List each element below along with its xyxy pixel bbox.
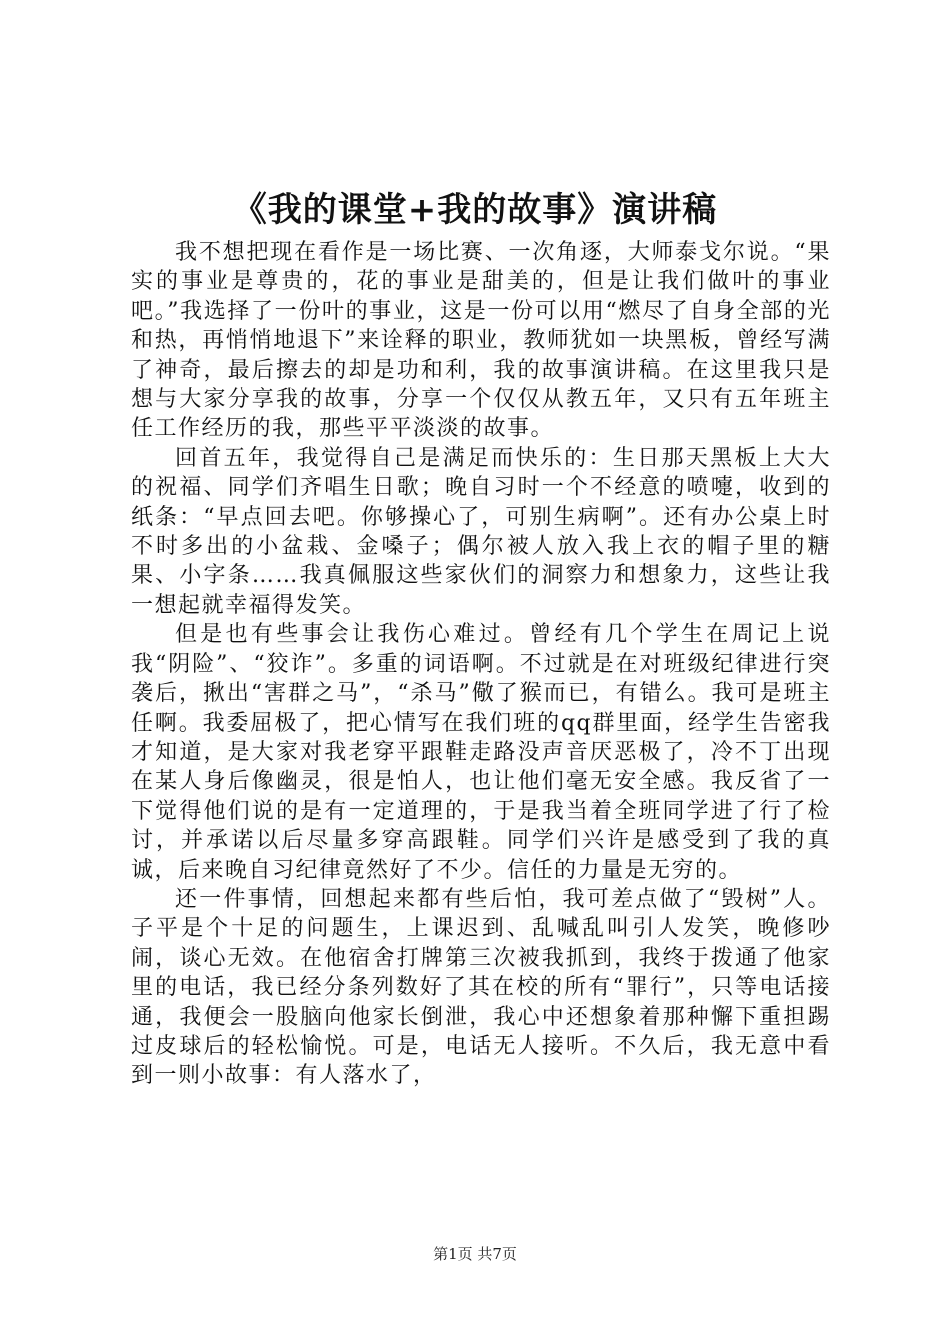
paragraph-4: 还一件事情，回想起来都有些后怕，我可差点做了“毁树”人。子平是个十足的问题生，上课迟到、乱喊乱叫引人发笑，晚修吵闹，谈心无效。在他宿舍打牌第三次被我抓到，我终于拨通了他家里的电话，我已经分条列数好了其在校的所有“罪行”，只等电话接通，我便会一股脑向他家长倒泄，我心中还想象着那种懈下重担踢过皮球后的轻松愉悦。可是，电话无人接听。不久后，我无意中看到一则小故事：有人落水了， — [131, 886, 831, 1089]
document-body — [131, 238, 831, 1091]
page-number-footer: 第1页 共7页 — [433, 1245, 517, 1263]
paragraph-1: 我不想把现在看作是一场比赛、一次角逐，大师泰戈尔说。“果实的事业是尊贵的，花的事业是甜美的，但是让我们做叶的事业吧。”我选择了一份叶的事业，这是一份可以用“燃尽了自身全部的光和热，再悄悄地退下”来诠释的职业，教师犹如一块黑板，曾经写满了神奇，最后擦去的却是功和利，我的故事演讲稿。在这里我只是想与大家分享我的故事，分享一个仅仅从教五年，又只有五年班主任工作经历的我，那些平平淡淡的故事。 — [131, 240, 831, 442]
paragraph-3: 但是也有些事会让我伤心难过。曾经有几个学生在周记上说我“阴险”、“狡诈”。多重的词语啊。不过就是在对班级纪律进行突袭后，揪出“害群之马”，“杀马”儆了猴而已，有错么。我可是班主任啊。我委屈极了，把心情写在我们班的qq群里面，经学生告密我才知道，是大家对我老穿平跟鞋走路没声音厌恶极了，冷不丁出现在某人身后像幽灵，很是怕人，也让他们毫无安全感。我反省了一下觉得他们说的是有一定道理的，于是我当着全班同学进了行了检讨，并承诺以后尽量多穿高跟鞋。同学们兴许是感受到了我的真诚，后来晚自习纪律竟然好了不少。信任的力量是无穷的。 — [131, 622, 831, 883]
document-title: 《我的课堂+我的故事》演讲稿 — [232, 190, 718, 230]
paragraph-2: 回首五年，我觉得自己是满足而快乐的：生日那天黑板上大大的祝福、同学们齐唱生日歌；晚自习时一个不经意的喷嚏，收到的纸条：“早点回去吧。你够操心了，可别生病啊”。还有办公桌上时不时多出的小盆栽、金嗓子；偶尔被人放入我上衣的帽子里的糖果、小字条……我真佩服这些家伙们的洞察力和想象力，这些让我一想起就幸福得发笑。 — [131, 445, 831, 618]
